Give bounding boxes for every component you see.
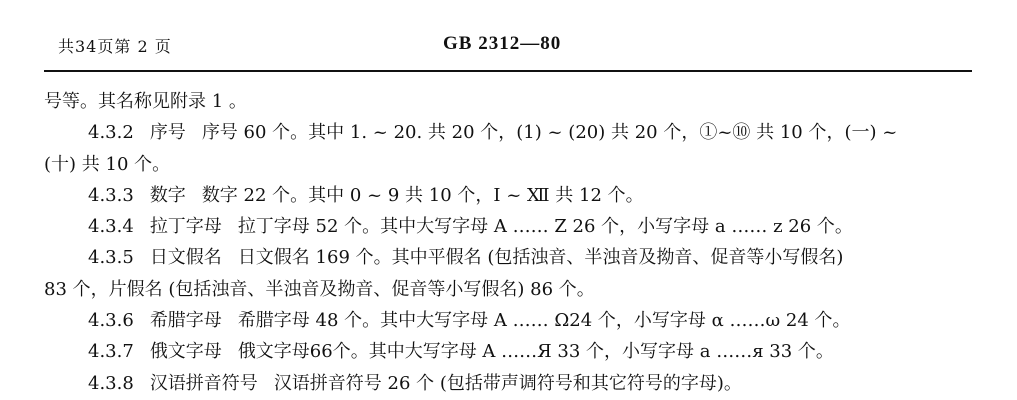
paragraph-text: 日文假名 169 个。其中平假名 (包括浊音、半浊音及拗音、促音等小写假名) (237, 247, 844, 269)
paragraph-text: 汉语拼音符号 26 个 (包括带声调符号和其它符号的字母)。 (273, 372, 742, 394)
paragraph-line (44, 149, 974, 180)
paragraph-line (44, 211, 974, 242)
standard-code: GB 2312—80 (443, 33, 562, 54)
section-number: 4.3.2 (88, 122, 134, 144)
section-heading: 序号 (149, 122, 186, 144)
section-number: 4.3.6 (88, 310, 134, 332)
section-number: 4.3.3 (88, 184, 134, 206)
paragraph-line (44, 305, 974, 336)
paragraph-line (44, 336, 974, 367)
page-info: 共34页第 2 页 (58, 37, 172, 56)
section-heading: 拉丁字母 (149, 216, 222, 238)
paragraph-text: 83 个，片假名 (包括浊音、半浊音及拗音、促音等小写假名) 86 个。 (44, 278, 595, 300)
section-number: 4.3.5 (88, 247, 134, 269)
section-heading: 数字 (149, 184, 186, 206)
section-heading: 汉语拼音符号 (149, 372, 258, 394)
paragraph-line (44, 86, 974, 117)
page-header (0, 0, 1017, 76)
section-heading: 希腊字母 (149, 310, 222, 332)
section-number: 4.3.8 (88, 372, 134, 394)
header-rule (44, 70, 972, 72)
paragraph-text: 数字 22 个。其中 0 ~ 9 共 10 个，Ⅰ ~ Ⅻ 共 12 个。 (201, 184, 644, 206)
paragraph-line (44, 242, 974, 273)
paragraph-text: 希腊字母 48 个。其中大写字母 A …… Ω24 个，小写字母 α ……ω 24 个。 (237, 310, 851, 332)
paragraph-line (44, 180, 974, 211)
section-heading: 俄文字母 (149, 341, 222, 363)
section-number: 4.3.4 (88, 216, 134, 238)
paragraph-line (44, 117, 974, 148)
section-heading: 日文假名 (149, 247, 222, 269)
paragraph-text: 俄文字母66个。其中大写字母 A ……Я 33 个，小写字母 a ……я 33 个。 (237, 341, 834, 363)
section-number: 4.3.7 (88, 341, 134, 363)
paragraph-line (44, 274, 974, 305)
paragraph-text: 拉丁字母 52 个。其中大写字母 A …… Z 26 个，小写字母 a …… z 26 个。 (237, 216, 853, 238)
paragraph-text: 号等。其名称见附录 1 。 (44, 91, 247, 112)
paragraph-text: 序号 60 个。其中 1. ~ 20. 共 20 个，(1) ~ (20) 共 20 个，①~⑩ 共 10 个，(一) ~ (201, 122, 898, 144)
paragraph-text: (十) 共 10 个。 (44, 153, 171, 175)
document-body (44, 86, 974, 399)
paragraph-line (44, 368, 974, 399)
